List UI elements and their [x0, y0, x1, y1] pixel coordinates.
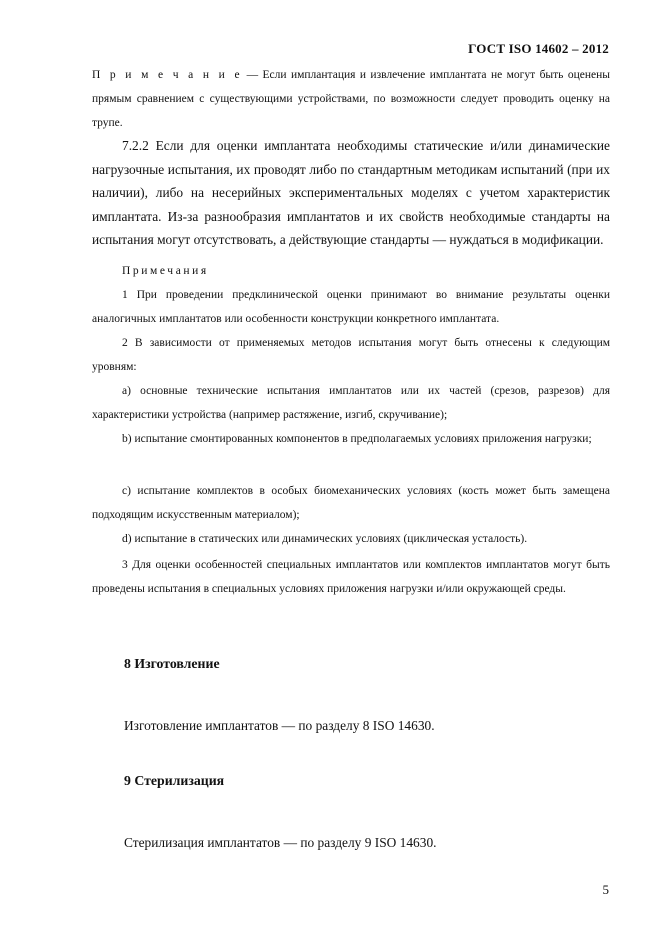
- section-9-heading: 9 Стерилизация: [124, 773, 225, 788]
- clause-7-2-2: 7.2.2 Если для оценки имплантата необходимы статические и/или динамические нагрузочные испытания, их проводят либо по стандартным методикам испытаний (при их наличии), либо на несерийных экспериментальных моделях с учетом характеристик имплантата. Из-за разнообразия имплантатов и их свойств необходимые стандарты на испытания могут отсутствовать, а действующие стандарты — нуждаться в модификации.: [92, 138, 610, 247]
- section-8-heading: 8 Изготовление: [124, 656, 220, 671]
- section-8-text: Изготовление имплантатов — по разделу 8 ISO 14630.: [124, 718, 435, 733]
- page-number: 5: [602, 882, 609, 897]
- note-intro: [92, 63, 610, 135]
- note-intro-text: — Если имплантация и извлечение имплантата не могут быть оценены прямым сравнением с существующими устройствами, по возможности следует проводить оценку на трупе.: [92, 69, 611, 129]
- note-2: 2 В зависимости от применяемых методов испытания могут быть отнесены к следующим уровням:: [92, 337, 610, 373]
- note-2-item-b: b) испытание смонтированных компонентов в предполагаемых условиях приложения нагрузки;: [122, 433, 592, 445]
- section-9-text: Стерилизация имплантатов — по разделу 9 ISO 14630.: [124, 835, 437, 850]
- note-intro-label: П р и м е ч а н и е: [92, 69, 243, 81]
- note-2-item-d: d) испытание в статических или динамических условиях (циклическая усталость).: [122, 533, 528, 545]
- document-header: ГОСТ ISO 14602 – 2012: [468, 41, 609, 56]
- note-1: 1 При проведении предклинической оценки принимают во внимание результаты оценки аналогичных имплантатов или особенности конструкции конкретного имплантата.: [92, 289, 610, 325]
- notes-label-text: Примечания: [122, 265, 209, 277]
- note-2-item-a: а) основные технические испытания имплантатов или их частей (срезов, разрезов) для характеристики устройства (например растяжение, изгиб, скручивание);: [92, 385, 610, 421]
- note-2-item-c: с) испытание комплектов в особых биомеханических условиях (кость может быть замещена подходящим искусственным материалом);: [92, 485, 610, 521]
- note-3: 3 Для оценки особенностей специальных имплантатов или комплектов имплантатов могут быть проведены испытания в специальных условиях приложения нагрузки и/или окружающей среды.: [92, 559, 610, 595]
- notes-label: [92, 259, 610, 283]
